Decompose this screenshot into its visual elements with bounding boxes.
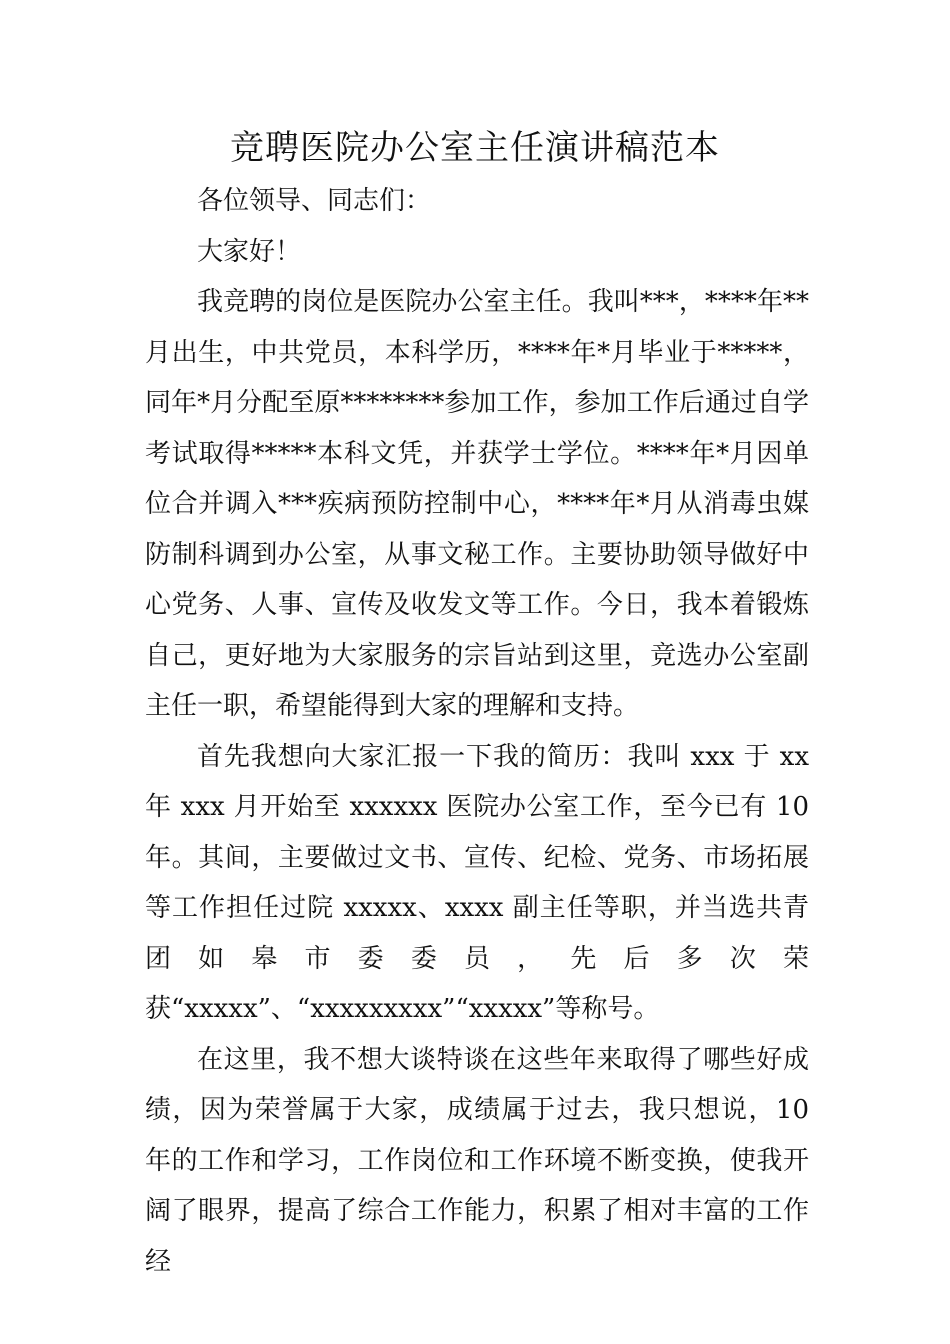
resume-paragraph: 首先我想向大家汇报一下我的简历：我叫 xxx 于 xx 年 xxx 月开始至 xxxxxx 医院办公室工作，至今已有 10 年。其间，主要做过文书、宣传、纪检、党务、市场拓展等工作担任过院 xxxxx、xxxx 副主任等职，并当选共青团如皋市委委员，先后多次荣获“xxxxx”、“xxxxxxxxx”“xxxxx”等称号。: [145, 741, 809, 1024]
self-introduction-paragraph: 我竞聘的岗位是医院办公室主任。我叫***，****年**月出生，中共党员，本科学历，****年*月毕业于*****，同年*月分配至原********参加工作，参加工作后通过自学考试取得*****本科文凭，并获学士学位。****年*月因单位合并调入***疾病预防控制中心，****年*月从消毒虫媒防制科调到办公室，从事文秘工作。主要协助领导做好中心党务、人事、宣传及收发文等工作。今日，我本着锻炼自己，更好地为大家服务的宗旨站到这里，竞选办公室副主任一职，希望能得到大家的理解和支持。: [145, 287, 809, 721]
greeting-paragraph: 大家好！: [197, 236, 302, 267]
experience-paragraph: 在这里，我不想大谈特谈在这些年来取得了哪些好成绩，因为荣誉属于大家，成绩属于过去，我只想说，10 年的工作和学习，工作岗位和工作环境不断变换，使我开阔了眼界，提高了综合工作能力，积累了相对丰富的工作经: [145, 1044, 809, 1277]
document-body: [145, 176, 809, 1287]
salutation-paragraph: 各位领导、同志们：: [197, 186, 432, 216]
document-title: 竞聘医院办公室主任演讲稿范本: [230, 128, 720, 168]
